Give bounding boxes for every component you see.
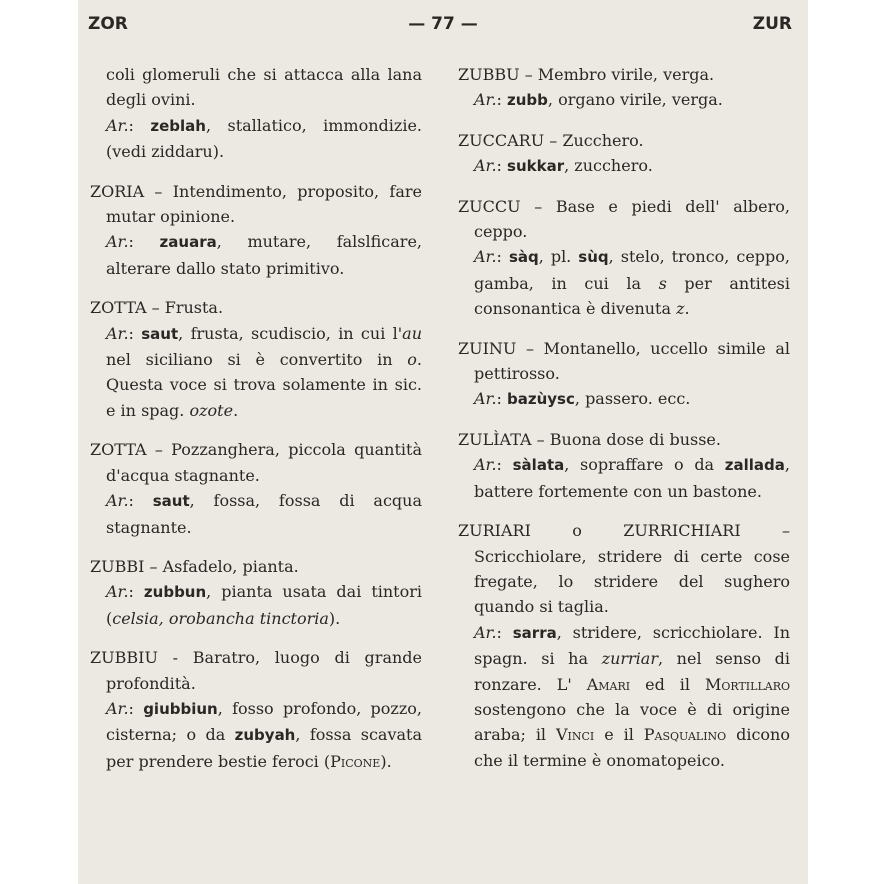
right-column <box>458 62 790 787</box>
entry-zotta-pozzanghera: ZOTTA – Pozzanghera, piccola quantità d'acqua stagnante. Ar.: saut, fossa, fossa di acqua stagnante. <box>90 437 422 540</box>
running-header <box>78 14 808 40</box>
headword: ZORIA <box>90 181 145 201</box>
headword: ZUCCU <box>458 196 521 216</box>
entry-zoria: ZORIA – Intendimento, proposito, fare mutar opinione. Ar.: zauara, mutare, falslficare, alterare dallo stato primitivo. <box>90 179 422 282</box>
entry-zuinu: ZUINU – Montanello, uccello simile al pettirosso. Ar.: bazùysc, passero. ecc. <box>458 336 790 413</box>
header-left-guideword: ZOR <box>88 14 128 34</box>
entry-continued: coli glomeruli che si attacca alla lana degli ovini. Ar.: zeblah, stallatico, immondizie. (vedi ziddaru). <box>90 62 422 165</box>
etymology: Ar.: zubb, organo virile, verga. <box>474 90 723 110</box>
entry-zuccu: ZUCCU – Base e piedi dell' albero, ceppo. Ar.: sàq, pl. sùq, stelo, tronco, ceppo, gamba, in cui la s per antitesi consonantica è divenuta z. <box>458 194 790 322</box>
page-number: — 77 — <box>408 14 478 34</box>
etymology: Ar.: bazùysc, passero. ecc. <box>474 389 691 409</box>
entry-zuccaru: ZUCCARU – Zucchero. Ar.: sukkar, zucchero. <box>458 128 790 180</box>
entry-zubbiu: ZUBBIU - Baratro, luogo di grande profondità. Ar.: giubbiun, fosso profondo, pozzo, cisterna; o da zubyah, fossa scavata per prendere bestie feroci (Picone). <box>90 645 422 774</box>
headword: ZUCCARU <box>458 130 545 150</box>
left-column <box>90 62 422 788</box>
etymology: Ar.: zubbun, pianta usata dai tintori (celsia, orobancha tinctoria). <box>106 582 422 628</box>
etymology: Ar.: zeblah, stallatico, immondizie. (vedi ziddaru). <box>106 115 422 162</box>
etymology: Ar.: giubbiun, fosso profondo, pozzo, cisterna; o da zubyah, fossa scavata per prendere bestie feroci (Picone). <box>106 698 422 771</box>
etymology: Ar.: sàq, pl. sùq, stelo, tronco, ceppo, gamba, in cui la s per antitesi consonantica è divenuta z. <box>474 247 791 319</box>
headword: ZUINU <box>458 338 517 358</box>
entry-zubbi: ZUBBI – Asfadelo, pianta. Ar.: zubbun, pianta usata dai tintori (celsia, orobancha tinctoria). <box>90 554 422 631</box>
entry-zuriari: ZURIARI o ZURRICHIARI – Scricchiolare, stridere di certe cose fregate, lo stridere del sughero quando si taglia. Ar.: sarra, stridere, scricchiolare. In spagn. si ha zurriar, nel senso di ronzare. L' Amari ed il Mortillaro sostengono che la voce è di origine araba; il Vinci e il Pasqualino dicono che il termine è onomatopeico. <box>458 518 790 773</box>
entry-zotta-frusta: ZOTTA – Frusta. Ar.: saut, frusta, scudiscio, in cui l'au nel siciliano si è convertito in o. Questa voce si trova solamente in sic. e in spag. ozote. <box>90 295 422 423</box>
headword: ZUBBU <box>458 65 520 84</box>
etymology: Ar.: saut, fossa, fossa di acqua stagnante. <box>106 491 422 537</box>
etymology: Ar.: saut, frusta, scudiscio, in cui l'au nel siciliano si è convertito in o. Questa voce si trova solamente in sic. e in spag. ozote. <box>106 323 422 420</box>
etymology: Ar.: zauara, mutare, falslficare, alterare dallo stato primitivo. <box>106 232 422 278</box>
headword: ZOTTA <box>90 440 147 460</box>
header-right-guideword: ZUR <box>752 14 792 34</box>
headword: ZOTTA <box>90 298 147 318</box>
etymology: Ar.: sukkar, zucchero. <box>474 156 653 176</box>
etymology: Ar.: sarra, stridere, scricchiolare. In spagn. si ha zurriar, nel senso di ronzare. L' Amari ed il Mortillaro sostengono che la voce è di origine araba; il Vinci e il Pasqualino dicono che il termine è onomatopeico. <box>474 622 791 770</box>
dictionary-page <box>78 0 808 884</box>
entry-zuliata: ZULÌATA – Buona dose di busse. Ar.: sàlata, sopraffare o da zallada, battere fortemente con un bastone. <box>458 427 790 504</box>
headword: ZURIARI o ZURRICHIARI <box>458 521 741 541</box>
headword: ZUBBI <box>90 556 145 576</box>
headword: ZULÌATA <box>458 429 532 449</box>
entry-zubbu: ZUBBU – Membro virile, verga. Ar.: zubb, organo virile, verga. <box>458 62 790 114</box>
headword: ZUBBIU <box>90 648 158 668</box>
etymology: Ar.: sàlata, sopraffare o da zallada, battere fortemente con un bastone. <box>474 455 791 501</box>
